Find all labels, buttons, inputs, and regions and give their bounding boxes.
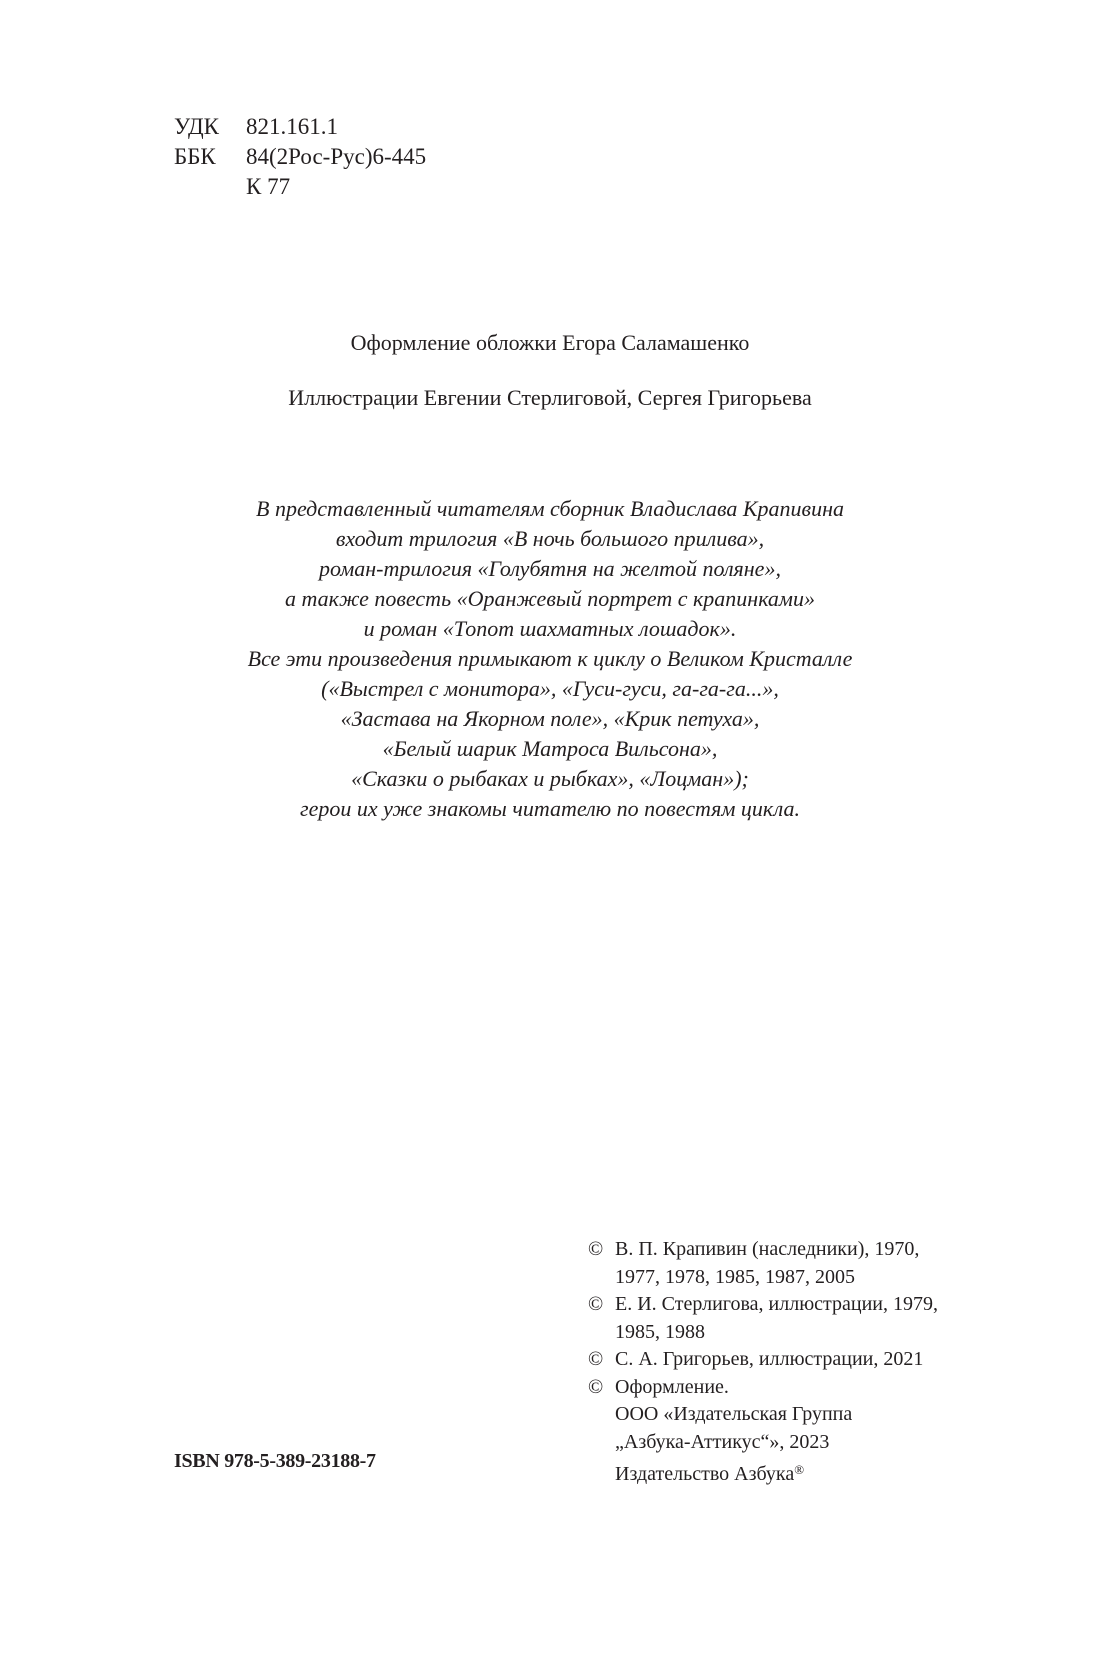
- annotation-line: роман-трилогия «Голубятня на желтой поляне»,: [319, 556, 781, 581]
- annotation-line: герои их уже знакомы читателю по повестям цикла.: [300, 796, 800, 821]
- copyright-entry-grigoryev: [588, 1346, 938, 1374]
- registered-mark: ®: [794, 1462, 805, 1477]
- publisher-name: Издательство Азбука: [615, 1463, 795, 1485]
- udk-row: [174, 112, 426, 142]
- annotation-line: Все эти произведения примыкают к циклу о Великом Кристалле: [247, 646, 853, 671]
- annotation-line: а также повесть «Оранжевый портрет с крапинками»: [285, 586, 815, 611]
- copyright-line: „Азбука-Аттикус“», 2023: [615, 1430, 830, 1453]
- copyright-block: [588, 1236, 938, 1489]
- publisher-line: [615, 1456, 852, 1489]
- udk-value: 821.161.1: [246, 114, 338, 139]
- author-mark: К 77: [246, 174, 291, 199]
- annotation-line: В представленный читателям сборник Владислава Крапивина: [256, 496, 844, 521]
- illustrations-credit: Иллюстрации Евгении Стерлиговой, Сергея Григорьева: [288, 385, 812, 410]
- copyright-line: В. П. Крапивин (наследники), 1970,: [615, 1238, 920, 1260]
- cover-design-credit: Оформление обложки Егора Саламашенко: [350, 330, 750, 355]
- bbk-label: ББК: [174, 144, 216, 169]
- annotation-line: («Выстрел с монитора», «Гуси-гуси, га-га-га...»,: [321, 676, 779, 701]
- copyright-sign: ©: [588, 1375, 604, 1398]
- isbn: ISBN 978-5-389-23188-7: [174, 1450, 376, 1472]
- bbk-row: [174, 142, 426, 172]
- copyright-line: С. А. Григорьев, иллюстрации, 2021: [615, 1348, 924, 1370]
- copyright-line: Е. И. Стерлигова, иллюстрации, 1979,: [615, 1293, 938, 1315]
- catalog-block: [174, 112, 426, 202]
- copyright-entry-design: [588, 1374, 938, 1489]
- copyright-entry-sterligova: [588, 1291, 938, 1346]
- annotation-line: «Белый шарик Матроса Вильсона»,: [382, 736, 718, 761]
- annotation-line: «Сказки о рыбаках и рыбках», «Лоцман»);: [351, 766, 749, 791]
- author-mark-row: [174, 172, 426, 202]
- copyright-line: ООО «Издательская Группа: [615, 1403, 853, 1425]
- copyright-line: Оформление.: [615, 1375, 729, 1398]
- annotation-line: «Застава на Якорном поле», «Крик петуха»,: [340, 706, 760, 731]
- catalog-indent: [174, 172, 246, 202]
- bbk-value: 84(2Рос-Рус)6-445: [246, 144, 427, 169]
- copyright-sign: ©: [588, 1348, 604, 1370]
- copyright-line: 1985, 1988: [615, 1320, 705, 1343]
- copyright-sign: ©: [588, 1238, 604, 1260]
- copyright-line: 1977, 1978, 1985, 1987, 2005: [615, 1265, 855, 1288]
- annotation-line: входит трилогия «В ночь большого прилива»,: [335, 526, 765, 551]
- copyright-sign: ©: [588, 1293, 604, 1315]
- annotation: [150, 494, 950, 824]
- annotation-line: и роман «Топот шахматных лошадок».: [363, 616, 737, 641]
- copyright-entry-author: [588, 1236, 938, 1291]
- udk-label: УДК: [174, 114, 219, 139]
